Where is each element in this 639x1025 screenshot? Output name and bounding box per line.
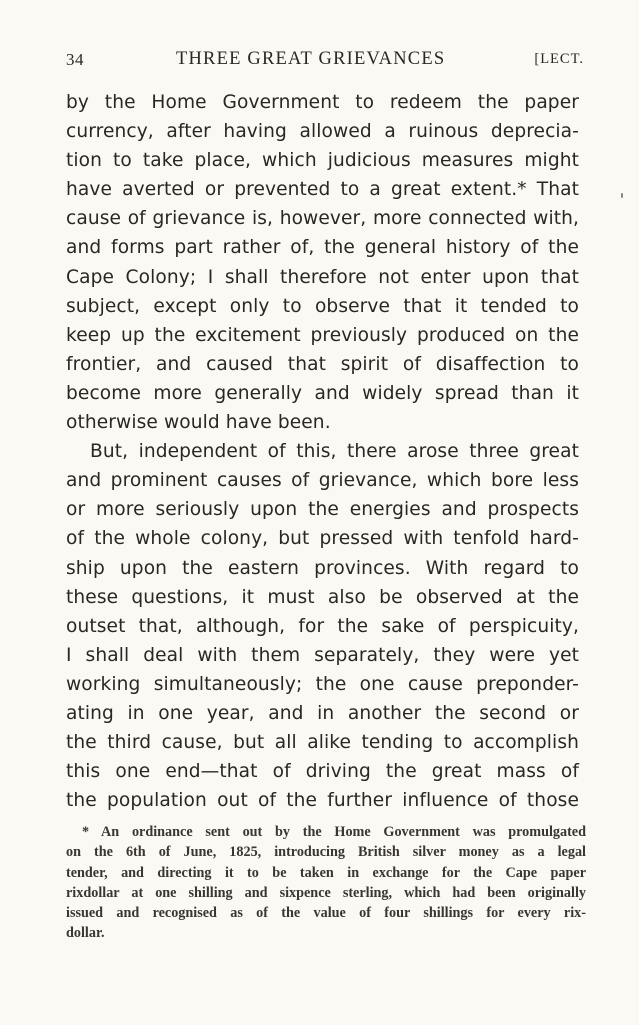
text-line: outset that, although, for the sake of perspicuity, — [66, 615, 579, 637]
page-edge-mark — [621, 193, 623, 198]
text-line: I shall deal with them separately, they were yet — [66, 644, 579, 666]
text-line: become more generally and widely spread than it — [66, 382, 579, 404]
footnote-line: rixdollar at one shilling and sixpence sterling, which had been originally — [66, 884, 586, 901]
footnote-line: tender, and directing it to be taken in exchange for the Cape paper — [66, 864, 586, 881]
body-text — [66, 88, 579, 815]
text-line: subject, except only to observe that it tended to — [66, 295, 579, 317]
text-line: have averted or prevented to a great extent.* That — [66, 179, 579, 201]
text-line: ship upon the eastern provinces. With regard to — [66, 557, 579, 579]
text-line: this one end—that of driving the great mass of — [66, 761, 579, 783]
running-head — [66, 46, 586, 74]
text-line: these questions, it must also be observed at the — [66, 586, 579, 608]
text-line: the population out of the further influence of those — [66, 790, 579, 812]
paragraph-start-line: But, independent of this, there arose three great — [90, 441, 579, 463]
footnote-line: * An ordinance sent out by the Home Government was promulgated — [82, 824, 586, 840]
text-line: keep up the excitement previously produced on the — [66, 324, 579, 346]
text-line: currency, after having allowed a ruinous deprecia- — [66, 121, 579, 143]
text-line: and prominent causes of grievance, which bore less — [66, 470, 579, 492]
running-section-marker: [LECT. — [534, 51, 584, 67]
page-number: 34 — [66, 50, 84, 69]
footnote-line: on the 6th of June, 1825, introducing British silver money as a legal — [66, 844, 586, 861]
text-line: ating in one year, and in another the second or — [66, 702, 579, 724]
text-line: frontier, and caused that spirit of disaffection to — [66, 353, 579, 375]
text-line: Cape Colony; I shall therefore not enter upon that — [66, 266, 579, 288]
text-line: by the Home Government to redeem the paper — [66, 92, 579, 113]
text-line: cause of grievance is, however, more connected with, — [66, 208, 579, 230]
paragraph-end-line: otherwise would have been. — [66, 412, 331, 434]
text-line: of the whole colony, but pressed with tenfold hard- — [66, 528, 579, 550]
footnote-line: dollar. — [66, 925, 105, 942]
running-title: THREE GREAT GRIEVANCES — [176, 49, 446, 69]
text-line: working simultaneously; the one cause preponder- — [66, 673, 579, 695]
footnote — [66, 822, 586, 944]
footnote-line: issued and recognised as of the value of four shillings for every rix- — [66, 905, 586, 922]
text-line: the third cause, but all alike tending to accomplish — [66, 732, 579, 754]
text-line: tion to take place, which judicious measures might — [66, 150, 579, 172]
text-line: and forms part rather of, the general history of the — [66, 237, 579, 259]
text-line: or more seriously upon the energies and prospects — [66, 499, 579, 521]
